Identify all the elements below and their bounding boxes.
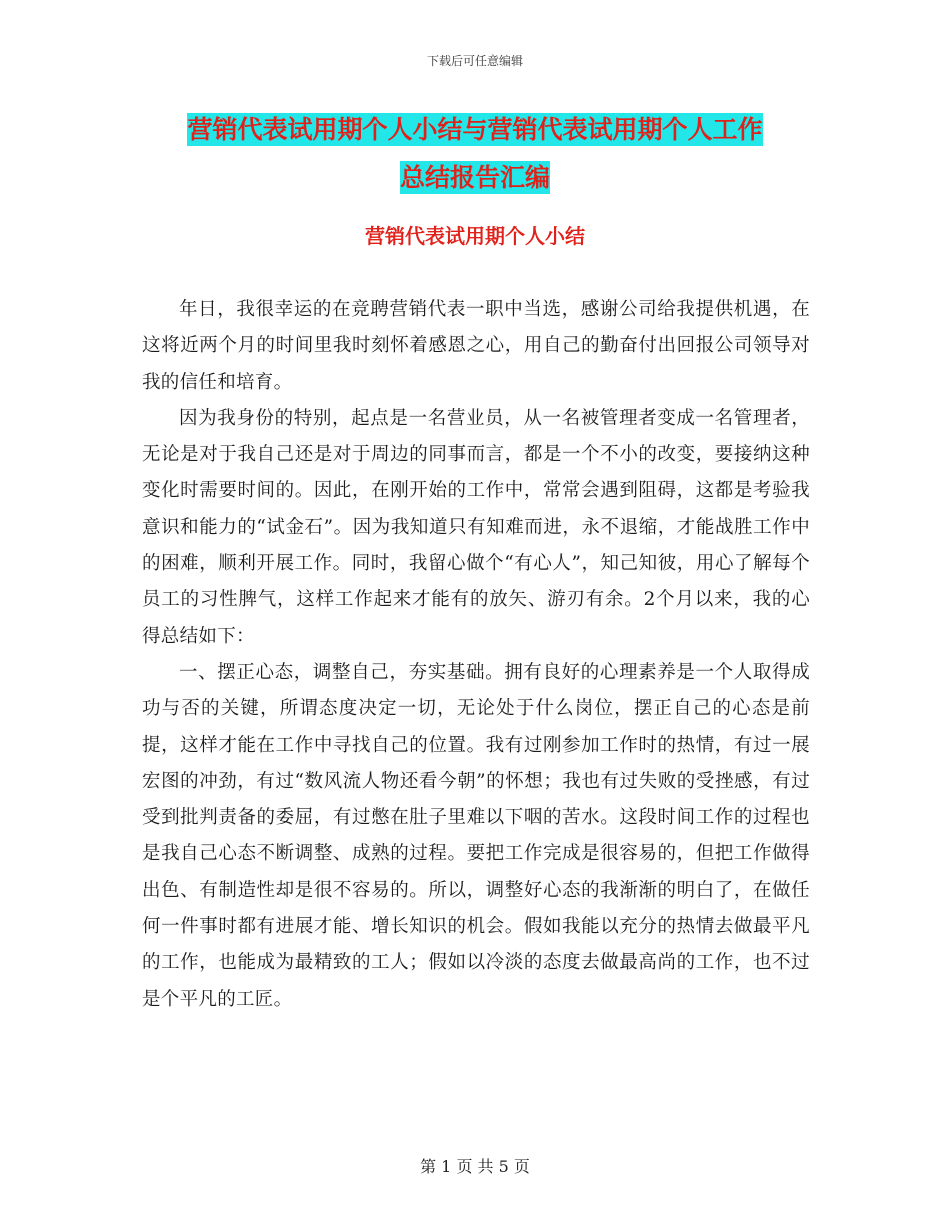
paragraph-3: 一、摆正心态，调整自己，夯实基础。拥有良好的心理素养是一个人取得成功与否的关键，所谓态度决定一切，无论处于什么岗位，摆正自己的心态是前提，这样才能在工作中寻找自己的位置。我有过刚参加工作时的热情，有过一展宏图的冲劲，有过“数风流人物还看今朝”的怀想；我也有过失败的受挫感，有过受到批判责备的委屈，有过憋在肚子里难以下咽的苦水。这段时间工作的过程也是我自己心态不断调整、成熟的过程。要把工作完成是很容易的，但把工作做得出色、有制造性却是很不容易的。所以，调整好心态的我渐渐的明白了，在做任何一件事时都有进展才能、增长知识的机会。假如我能以充分的热情去做最平凡的工作，也能成为最精致的工人；假如以冷淡的态度去做最高尚的工作，也不过是个平凡的工匠。 [142,661,810,1010]
page-footer: 第 1 页 共 5 页 [420,1157,530,1176]
section-title: 营销代表试用期个人小结 [365,224,585,248]
document-title-line-1: 营销代表试用期个人小结与营销代表试用期个人工作 [187,115,763,144]
document-title-line-2: 总结报告汇编 [399,163,550,192]
header-note: 下载后可任意编辑 [426,54,523,68]
paragraph-1: 年日，我很幸运的在竞聘营销代表一职中当选，感谢公司给我提供机遇，在这将近两个月的时间里我时刻怀着感恩之心，用自己的勤奋付出回报公司领导对我的信任和培育。 [142,299,810,393]
body-text [142,292,810,1018]
document-title [0,106,950,202]
paragraph-2: 因为我身份的特别，起点是一名营业员，从一名被管理者变成一名管理者，无论是对于我自己还是对于周边的同事而言，都是一个不小的改变，要接纳这种变化时需要时间的。因此，在刚开始的工作中，常常会遇到阻碍，这都是考验我意识和能力的“试金石”。因为我知道只有知难而进，永不退缩，才能战胜工作中的困难，顺利开展工作。同时，我留心做个“有心人”，知己知彼，用心了解每个员工的习性脾气，这样工作起来才能有的放矢、游刃有余。2个月以来，我的心得总结如下： [142,407,810,647]
